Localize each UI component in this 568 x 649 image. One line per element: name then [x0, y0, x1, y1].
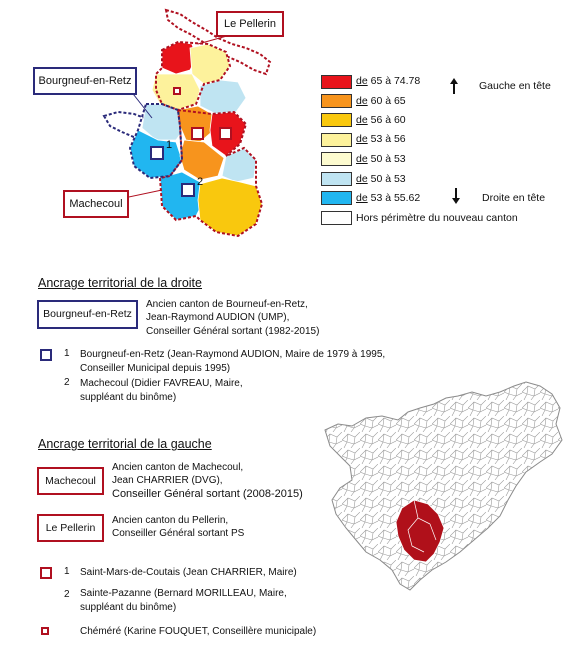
- marker-red-square-b: [220, 128, 231, 139]
- gauche-item1-square: [40, 567, 52, 579]
- marker-blue-square-1: [151, 147, 163, 159]
- legend-swatch-3: [321, 113, 352, 127]
- gauche-item1-number: 1: [64, 566, 70, 577]
- legend-swatch-2: [321, 94, 352, 108]
- droite-section-title: Ancrage territorial de la droite: [38, 276, 202, 290]
- commune-lightblue-ne: [200, 80, 246, 114]
- map-label-machecoul: Machecoul: [63, 190, 129, 218]
- marker-blue-square-2: [182, 184, 194, 196]
- droite-desc-3: Conseiller Général sortant (1982-2015): [146, 326, 320, 337]
- gauche-machecoul-desc-2: Jean CHARRIER (DVG),: [112, 475, 223, 486]
- droite-item1-line2: Conseiller Municipal depuis 1995): [80, 363, 231, 374]
- map-label-pellerin: Le Pellerin: [216, 11, 284, 37]
- droite-item2-number: 2: [64, 377, 70, 388]
- marker-number-2: 2: [197, 176, 204, 188]
- legend-swatch-7: [321, 191, 352, 205]
- legend-label-outside: Hors périmètre du nouveau canton: [356, 212, 518, 224]
- marker-number-1: 1: [166, 139, 173, 151]
- legend-swatch-outside: [321, 211, 352, 225]
- gauche-machecoul-desc-3: Conseiller Général sortant (2008-2015): [112, 488, 303, 500]
- gauche-box-machecoul: Machecoul: [37, 467, 104, 495]
- marker-red-square-a: [192, 128, 203, 139]
- arrow-up-icon: [449, 78, 459, 94]
- gauche-item3-text: Chéméré (Karine FOUQUET, Conseillère municipale): [80, 626, 317, 637]
- legend-label-5: de 50 à 53: [356, 153, 406, 165]
- legend-label-6: de 50 à 53: [356, 173, 406, 185]
- legend-label-3: de 56 à 60: [356, 114, 406, 126]
- droite-item2-line1: Machecoul (Didier FAVREAU, Maire,: [80, 378, 243, 389]
- legend-droite-label: Droite en tête: [482, 192, 546, 204]
- legend-label-1: de 65 à 74.78: [356, 75, 421, 87]
- droite-desc-2: Jean-Raymond AUDION (UMP),: [146, 312, 290, 323]
- gauche-machecoul-desc-1: Ancien canton de Machecoul,: [112, 462, 244, 473]
- droite-box-bourgneuf: Bourgneuf-en-Retz: [37, 300, 138, 329]
- gauche-item2-number: 2: [64, 589, 70, 600]
- droite-item1-line1: Bourgneuf-en-Retz (Jean-Raymond AUDION, Maire de 1979 à 1995,: [80, 349, 386, 360]
- droite-item1-square: [40, 349, 52, 361]
- gauche-item1-text: Saint-Mars-de-Coutais (Jean CHARRIER, Maire): [80, 567, 297, 578]
- gauche-item2-line2: suppléant du binôme): [80, 602, 177, 613]
- legend-swatch-1: [321, 75, 352, 89]
- gauche-pellerin-desc-1: Ancien canton du Pellerin,: [112, 515, 229, 526]
- marker-small-red-square: [174, 88, 180, 94]
- connector-machecoul: [124, 190, 162, 198]
- map-label-bourgneuf: Bourgneuf-en-Retz: [33, 67, 137, 95]
- legend-swatch-4: [321, 133, 352, 147]
- legend-gauche-label: Gauche en tête: [479, 80, 551, 92]
- droite-item2-line2: suppléant du binôme): [80, 392, 177, 403]
- gauche-section-title: Ancrage territorial de la gauche: [38, 437, 212, 451]
- gauche-item3-square: [41, 627, 49, 635]
- department-map: [318, 376, 566, 601]
- gauche-pellerin-desc-2: Conseiller Général sortant PS: [112, 528, 245, 539]
- legend-label-2: de 60 à 65: [356, 95, 406, 107]
- arrow-down-icon: [451, 188, 461, 204]
- droite-item1-number: 1: [64, 348, 70, 359]
- gauche-item2-line1: Sainte-Pazanne (Bernard MORILLEAU, Maire,: [80, 588, 287, 599]
- legend-swatch-5: [321, 152, 352, 166]
- gauche-box-pellerin: Le Pellerin: [37, 514, 104, 542]
- commune-yellow-se: [198, 178, 262, 236]
- legend-label-7: de 53 à 55.62: [356, 192, 421, 204]
- legend-label-4: de 53 à 56: [356, 133, 406, 145]
- droite-desc-1: Ancien canton de Bourneuf-en-Retz,: [146, 299, 308, 310]
- legend-swatch-6: [321, 172, 352, 186]
